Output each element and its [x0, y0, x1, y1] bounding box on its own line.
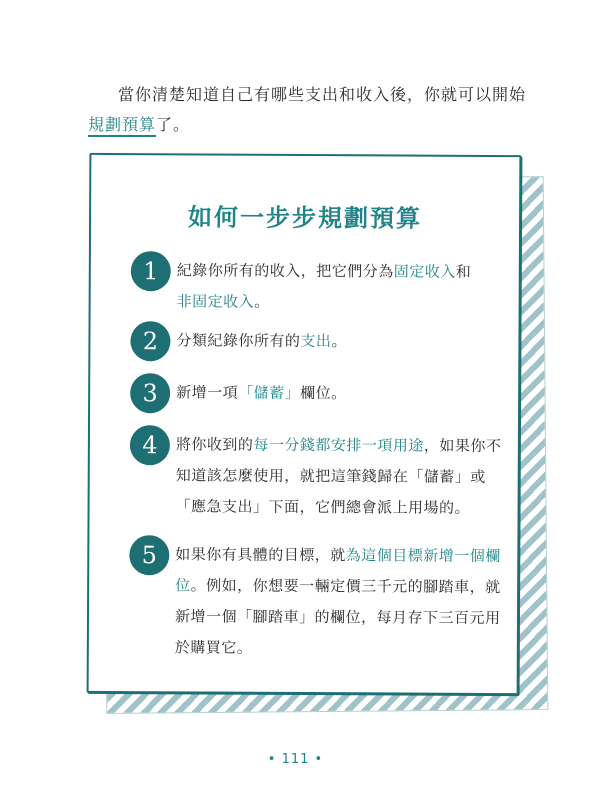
step-4	[130, 425, 510, 517]
page-number: • 111 •	[267, 752, 324, 767]
intro-text: 當你清楚知道自己有哪些支出和收入後，你就可以開始	[118, 85, 527, 104]
step-text-part: 如果你有具體的目標，就	[175, 545, 346, 565]
intro-highlight: 規劃預算	[88, 115, 156, 137]
step-2	[131, 321, 511, 356]
step-text-part: 紀錄你所有的收入，把它們分為	[176, 261, 394, 281]
step-highlight: 非固定收入	[176, 292, 255, 311]
step-text	[175, 429, 513, 524]
step-number-badge: 5	[129, 535, 169, 575]
step-number-badge: 1	[131, 251, 171, 291]
intro-text-end: 了。	[156, 115, 191, 134]
step-text	[176, 325, 514, 358]
budget-steps-card	[87, 153, 522, 695]
step-highlight: 為這個目標新增一個欄位	[175, 546, 501, 595]
step-text-part: 。	[331, 332, 348, 351]
step-text	[176, 377, 514, 410]
step-highlight: 每一分錢都安排一項用途	[253, 435, 424, 455]
step-text-part: 將你收到的	[175, 435, 254, 454]
step-highlight: 固定收入	[393, 262, 456, 281]
step-5	[129, 535, 509, 657]
step-text-part: 。	[254, 292, 270, 311]
step-highlight: 支出	[300, 331, 332, 351]
step-1	[131, 251, 511, 311]
step-text	[177, 255, 515, 319]
step-3	[130, 373, 510, 408]
step-text-part: 分類紀錄你所有的	[176, 331, 301, 350]
card-title: 如何一步步規劃預算	[188, 203, 423, 233]
step-text-part: ，如果你不知道該怎麼使用，就把這筆錢歸在「儲蓄」或「應急支出」下面，它們總會派上用場的。	[175, 436, 502, 517]
step-text-part: 新增一項	[176, 383, 239, 402]
step-number-badge: 2	[130, 321, 170, 361]
step-highlight: 「儲蓄」	[238, 383, 301, 402]
intro-paragraph	[88, 80, 528, 140]
step-text-part: 和	[455, 262, 472, 281]
step-number-badge: 3	[130, 373, 170, 413]
step-text-part: 欄位。	[300, 383, 347, 403]
step-number-badge: 4	[130, 425, 170, 465]
step-text-part: 。例如，你想要一輛定價三千元的腳踏車，就新增一個「腳踏車」的欄位，每月存下三百元用於購買它。	[174, 576, 501, 657]
step-text	[175, 539, 514, 665]
